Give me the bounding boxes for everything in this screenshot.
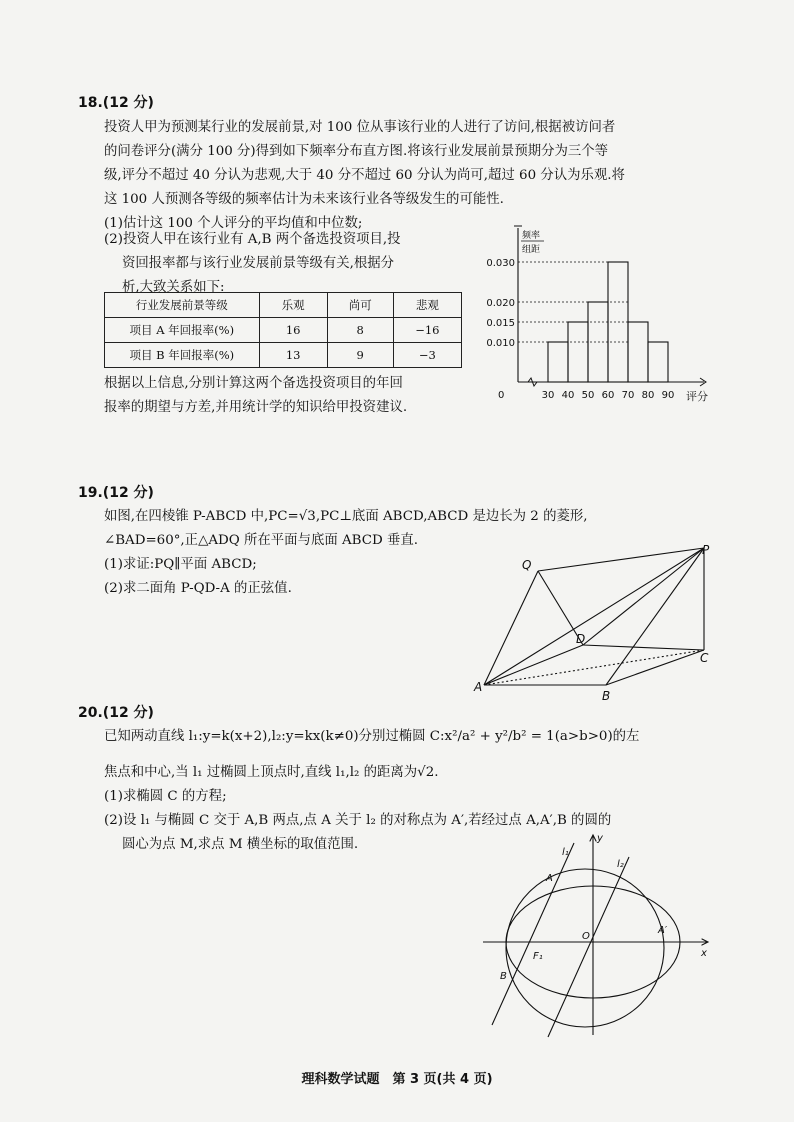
- label-l1: l₁: [562, 847, 569, 858]
- q20-sub1: (1)求椭圆 C 的方程;: [104, 789, 227, 804]
- q20-line1-a: 已知两动直线 l₁:y=k(x+2),l₂:y=kx(k≠0)分别过椭圆 C:: [104, 729, 445, 744]
- y-label-top: 频率: [522, 231, 541, 241]
- q20-line2: 焦点和中心,当 l₁ 过椭圆上顶点时,直线 l₁,l₂ 的距离为√2.: [104, 765, 439, 780]
- label-P: P: [702, 545, 710, 557]
- q19-sub2: (2)求二面角 P-QD-A 的正弦值.: [104, 581, 292, 596]
- line-l1: [492, 843, 574, 1025]
- frequency-histogram: [480, 222, 720, 408]
- q18-sub2-line: 析,大致关系如下:: [122, 280, 225, 295]
- table-header: 悲观: [393, 293, 461, 318]
- label-A: A: [546, 873, 553, 884]
- table-header: 乐观: [259, 293, 327, 318]
- q18-sub2-line: 资回报率都与该行业发展前景等级有关,根据分: [122, 256, 395, 271]
- q20-line1: [104, 725, 639, 749]
- table-header-row: [105, 293, 462, 318]
- x-tick-label: 70: [621, 390, 635, 401]
- q20-sub2-line: (2)设 l₁ 与椭圆 C 交于 A,B 两点,点 A 关于 l₂ 的对称点为 A′,若经过点 A,A′,B 的圆的: [104, 813, 612, 828]
- q18-tail-line: 报率的期望与方差,并用统计学的知识给甲投资建议.: [104, 400, 408, 415]
- x-tick-label: 80: [641, 390, 655, 401]
- q18-line: 这 100 人预测各等级的频率估计为未来该行业各等级发生的可能性.: [104, 192, 504, 207]
- x-axis-label: 评分: [686, 390, 708, 403]
- q20-number: 20.(12 分): [78, 705, 154, 721]
- table-cell: 8: [327, 318, 393, 343]
- label-A-prime: A′: [658, 925, 668, 936]
- q20-sub2-line: 圆心为点 M,求点 M 横坐标的取值范围.: [122, 837, 359, 852]
- x-tick-label: 90: [661, 390, 675, 401]
- edge-BC: [606, 650, 704, 685]
- table-header: 行业发展前景等级: [105, 293, 260, 318]
- q18-number: 18.(12 分): [78, 95, 154, 111]
- label-C: C: [700, 651, 709, 665]
- q19-number: 19.(12 分): [78, 485, 154, 501]
- histogram-bar: [648, 342, 668, 382]
- return-table: [104, 292, 462, 368]
- q18-intro: [104, 116, 625, 236]
- table-cell: 16: [259, 318, 327, 343]
- q18-sub2-line: (2)投资人甲在该行业有 A,B 两个备选投资项目,投: [104, 232, 401, 247]
- q19-line: 如图,在四棱锥 P-ABCD 中,PC=√3,PC⊥底面 ABCD,ABCD 是边长为 2 的菱形,: [104, 509, 588, 524]
- x-tick-label: 40: [561, 390, 575, 401]
- table-cell: 项目 A 年回报率(%): [105, 318, 260, 343]
- table-row: [105, 343, 462, 368]
- q18-tail-line: 根据以上信息,分别计算这两个备选投资项目的年回: [104, 376, 403, 391]
- table-cell: −3: [393, 343, 461, 368]
- q18-line: 的问卷评分(满分 100 分)得到如下频率分布直方图.将该行业发展前景预期分为三个等: [104, 144, 609, 159]
- q18-sub1: (1)估计这 100 个人评分的平均值和中位数;: [104, 216, 363, 231]
- label-Q: Q: [522, 558, 532, 572]
- edge-DC: [583, 645, 704, 650]
- pyramid-figure: [470, 545, 730, 705]
- circle-M: [506, 869, 664, 1027]
- label-O: O: [582, 931, 590, 942]
- q19-sub1: (1)求证:PQ∥平面 ABCD;: [104, 557, 257, 572]
- table-row: [105, 318, 462, 343]
- table-cell: −16: [393, 318, 461, 343]
- y-tick-label: 0.010: [486, 338, 515, 349]
- label-B: B: [500, 971, 507, 982]
- y-tick-label: 0.020: [486, 298, 515, 309]
- histogram-bar: [568, 322, 588, 382]
- line-l2: [548, 857, 629, 1037]
- edge-BP: [606, 548, 704, 685]
- y-tick-label: 0.015: [486, 318, 515, 329]
- ellipse-figure: [478, 825, 723, 1040]
- label-D: D: [576, 632, 586, 646]
- label-F1: F₁: [533, 951, 543, 962]
- label-l2: l₂: [617, 859, 624, 870]
- label-x: x: [701, 948, 707, 959]
- q18-sub2: [104, 228, 401, 300]
- q18-line: 投资人甲为预测某行业的发展前景,对 100 位从事该行业的人进行了访问,根据被访问者: [104, 120, 616, 135]
- x-tick-label: 60: [601, 390, 615, 401]
- y-label-bottom: 组距: [522, 245, 541, 255]
- table-cell: 13: [259, 343, 327, 368]
- q19-line: ∠BAD=60°,正△ADQ 所在平面与底面 ABCD 垂直.: [104, 533, 419, 548]
- table-cell: 9: [327, 343, 393, 368]
- histogram-bar: [548, 342, 568, 382]
- label-B: B: [602, 689, 611, 703]
- y-tick-label: 0.030: [486, 258, 515, 269]
- label-A: A: [474, 680, 483, 694]
- x-tick-label: 30: [541, 390, 555, 401]
- q18-line: 级,评分不超过 40 分认为悲观,大于 40 分不超过 60 分认为尚可,超过 60 分认为乐观.将: [104, 168, 625, 183]
- x-tick-label: 50: [581, 390, 595, 401]
- table-header: 尚可: [327, 293, 393, 318]
- histogram-bar: [628, 322, 648, 382]
- edge-AD: [484, 645, 583, 685]
- q20-ellipse-eq: x²/a² + y²/b² = 1(a>b>0)的左: [444, 729, 640, 744]
- q18-tail: [104, 372, 407, 420]
- table-cell: 项目 B 年回报率(%): [105, 343, 260, 368]
- origin-label: 0: [498, 390, 505, 401]
- page-footer: 理科数学试题 第 3 页(共 4 页): [301, 1072, 493, 1087]
- edge-AC-dashed: [484, 650, 704, 685]
- label-y: y: [597, 833, 603, 844]
